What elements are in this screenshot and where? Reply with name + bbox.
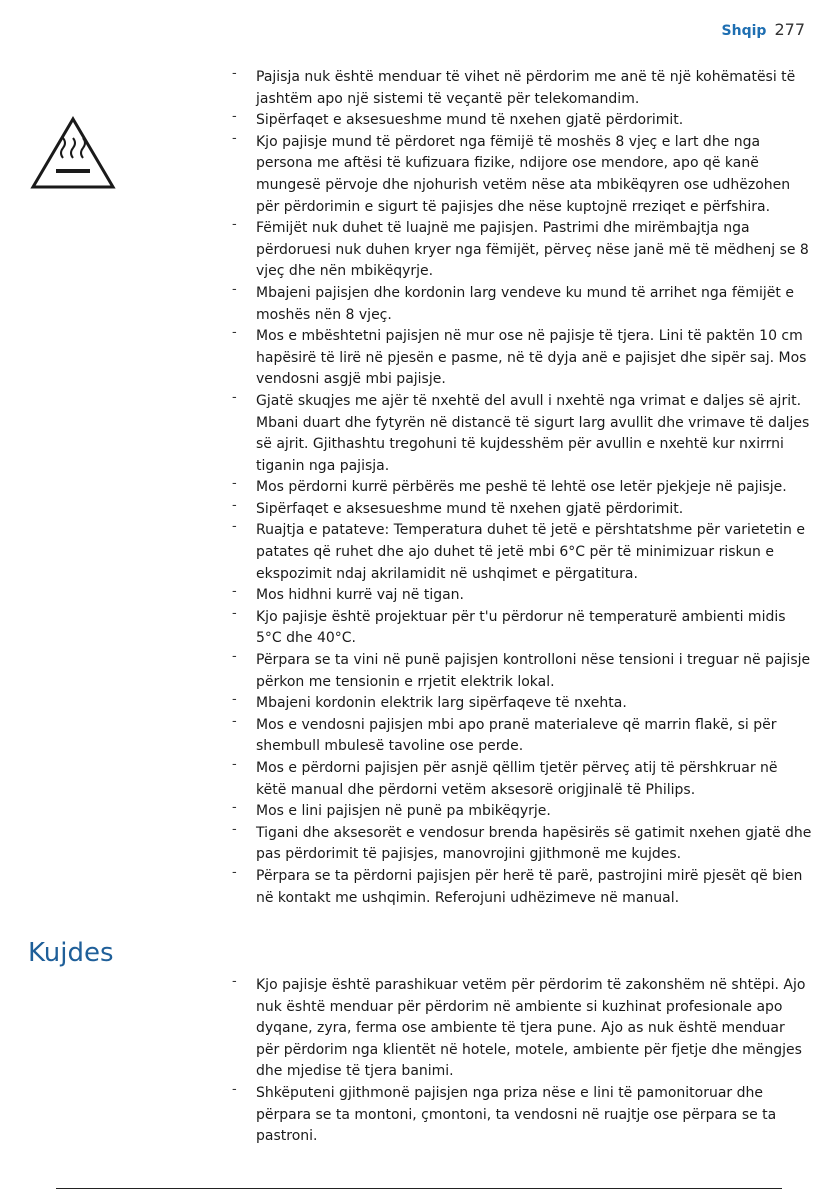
page-number: 277	[774, 20, 805, 39]
list-item: - Sipërfaqet e aksesueshme mund të nxehen gjatë përdorimit.	[232, 499, 812, 521]
list-item: - Mos përdorni kurrë përbërës me peshë të lehtë ose letër pjekjeje në pajisje.	[232, 477, 812, 499]
list-item: - Kjo pajisje mund të përdoret nga fëmijë të moshës 8 vjeç e lart dhe nga persona me aftësi të kufizuara fizike, ndijore ose mendore, apo që kanë mungesë përvoje dhe njohurish vetëm nëse ata mbikëqyren ose udhëzohen për përdorimin e sigurt të pajisjes dhe nëse kuptojnë rreziqet e përfshira.	[232, 132, 812, 218]
list-item: - Mos e vendosni pajisjen mbi apo pranë materialeve që marrin flakë, si për shembull mbulesë tavoline ose perde.	[232, 715, 812, 758]
list-item: - Kjo pajisje është parashikuar vetëm për përdorim të zakonshëm në shtëpi. Ajo nuk është menduar për përdorim në ambiente si kuzhinat profesionale apo dyqane, zyra, ferma ose ambiente të tjera pune. Ajo as nuk është menduar për përdorim nga klientët në hotele, motele, ambiente për fjetje dhe mëngjes dhe mjedise të tjera banimi.	[232, 975, 812, 1083]
section-title-caution: Kujdes	[28, 938, 114, 968]
list-item: - Mos e përdorni pajisjen për asnjë qëllim tjetër përveç atij të përshkruar në këtë manual dhe përdorni vetëm aksesorë origjinalë të Philips.	[232, 758, 812, 801]
list-item: - Pajisja nuk është menduar të vihet në përdorim me anë të një kohëmatësi të jashtëm apo një sistemi të veçantë për telekomandim.	[232, 67, 812, 110]
list-item: - Mos e mbështetni pajisjen në mur ose në pajisje të tjera. Lini të paktën 10 cm hapësirë të lirë në pjesën e pasme, në të dyja anë e pajisjet dhe sipër saj. Mos vendosni asgjë mbi pajisje.	[232, 326, 812, 391]
page-header	[722, 20, 805, 39]
list-item: - Shkëputeni gjithmonë pajisjen nga priza nëse e lini të pamonitoruar dhe përpara se ta montoni, çmontoni, ta vendosni në ruajtje ose përpara se ta pastroni.	[232, 1083, 812, 1148]
list-item: - Kjo pajisje është projektuar për t'u përdorur në temperaturë ambienti midis 5°C dhe 40°C.	[232, 607, 812, 650]
list-item: - Mbajeni kordonin elektrik larg sipërfaqeve të nxehta.	[232, 693, 812, 715]
list-item: - Tigani dhe aksesorët e vendosur brenda hapësirës së gatimit nxehen gjatë dhe pas përdorimit të pajisjes, manovrojini gjithmonë me kujdes.	[232, 823, 812, 866]
list-item: - Përpara se ta përdorni pajisjen për herë të parë, pastrojini mirë pjesët që bien në kontakt me ushqimin. Referojuni udhëzimeve në manual.	[232, 866, 812, 909]
hot-surface-warning-icon	[30, 116, 116, 190]
list-item: - Ruajtja e patateve: Temperatura duhet të jetë e përshtatshme për varietetin e patates që ruhet dhe ajo duhet të jetë mbi 6°C për të minimizuar riskun e ekspozimit ndaj akrilamidit në ushqimet e përgatitura.	[232, 520, 812, 585]
language-label: Shqip	[721, 23, 767, 39]
list-item: - Gjatë skuqjes me ajër të nxehtë del avull i nxehtë nga vrimat e daljes së ajrit. Mbani duart dhe fytyrën në distancë të sigurt larg avullit dhe vrimave të daljes së ajrit. Gjithashtu tregohuni të kujdesshëm për avullin e nxehtë kur nxirrni tiganin nga pajisja.	[232, 391, 812, 477]
list-item: - Mos hidhni kurrë vaj në tigan.	[232, 585, 812, 607]
list-item: - Mos e lini pajisjen në punë pa mbikëqyrje.	[232, 801, 812, 823]
safety-list-general	[232, 67, 812, 909]
list-item: - Sipërfaqet e aksesueshme mund të nxehen gjatë përdorimit.	[232, 110, 812, 132]
footer-divider	[56, 1188, 782, 1189]
safety-list-caution	[232, 975, 812, 1148]
list-item: - Përpara se ta vini në punë pajisjen kontrolloni nëse tensioni i treguar në pajisje përkon me tensionin e rrjetit elektrik lokal.	[232, 650, 812, 693]
list-item: - Mbajeni pajisjen dhe kordonin larg vendeve ku mund të arrihet nga fëmijët e moshës nën 8 vjeç.	[232, 283, 812, 326]
list-item: - Fëmijët nuk duhet të luajnë me pajisjen. Pastrimi dhe mirëmbajtja nga përdoruesi nuk duhen kryer nga fëmijët, përveç nëse janë më të mëdhenj se 8 vjeç dhe nën mbikëqyrje.	[232, 218, 812, 283]
